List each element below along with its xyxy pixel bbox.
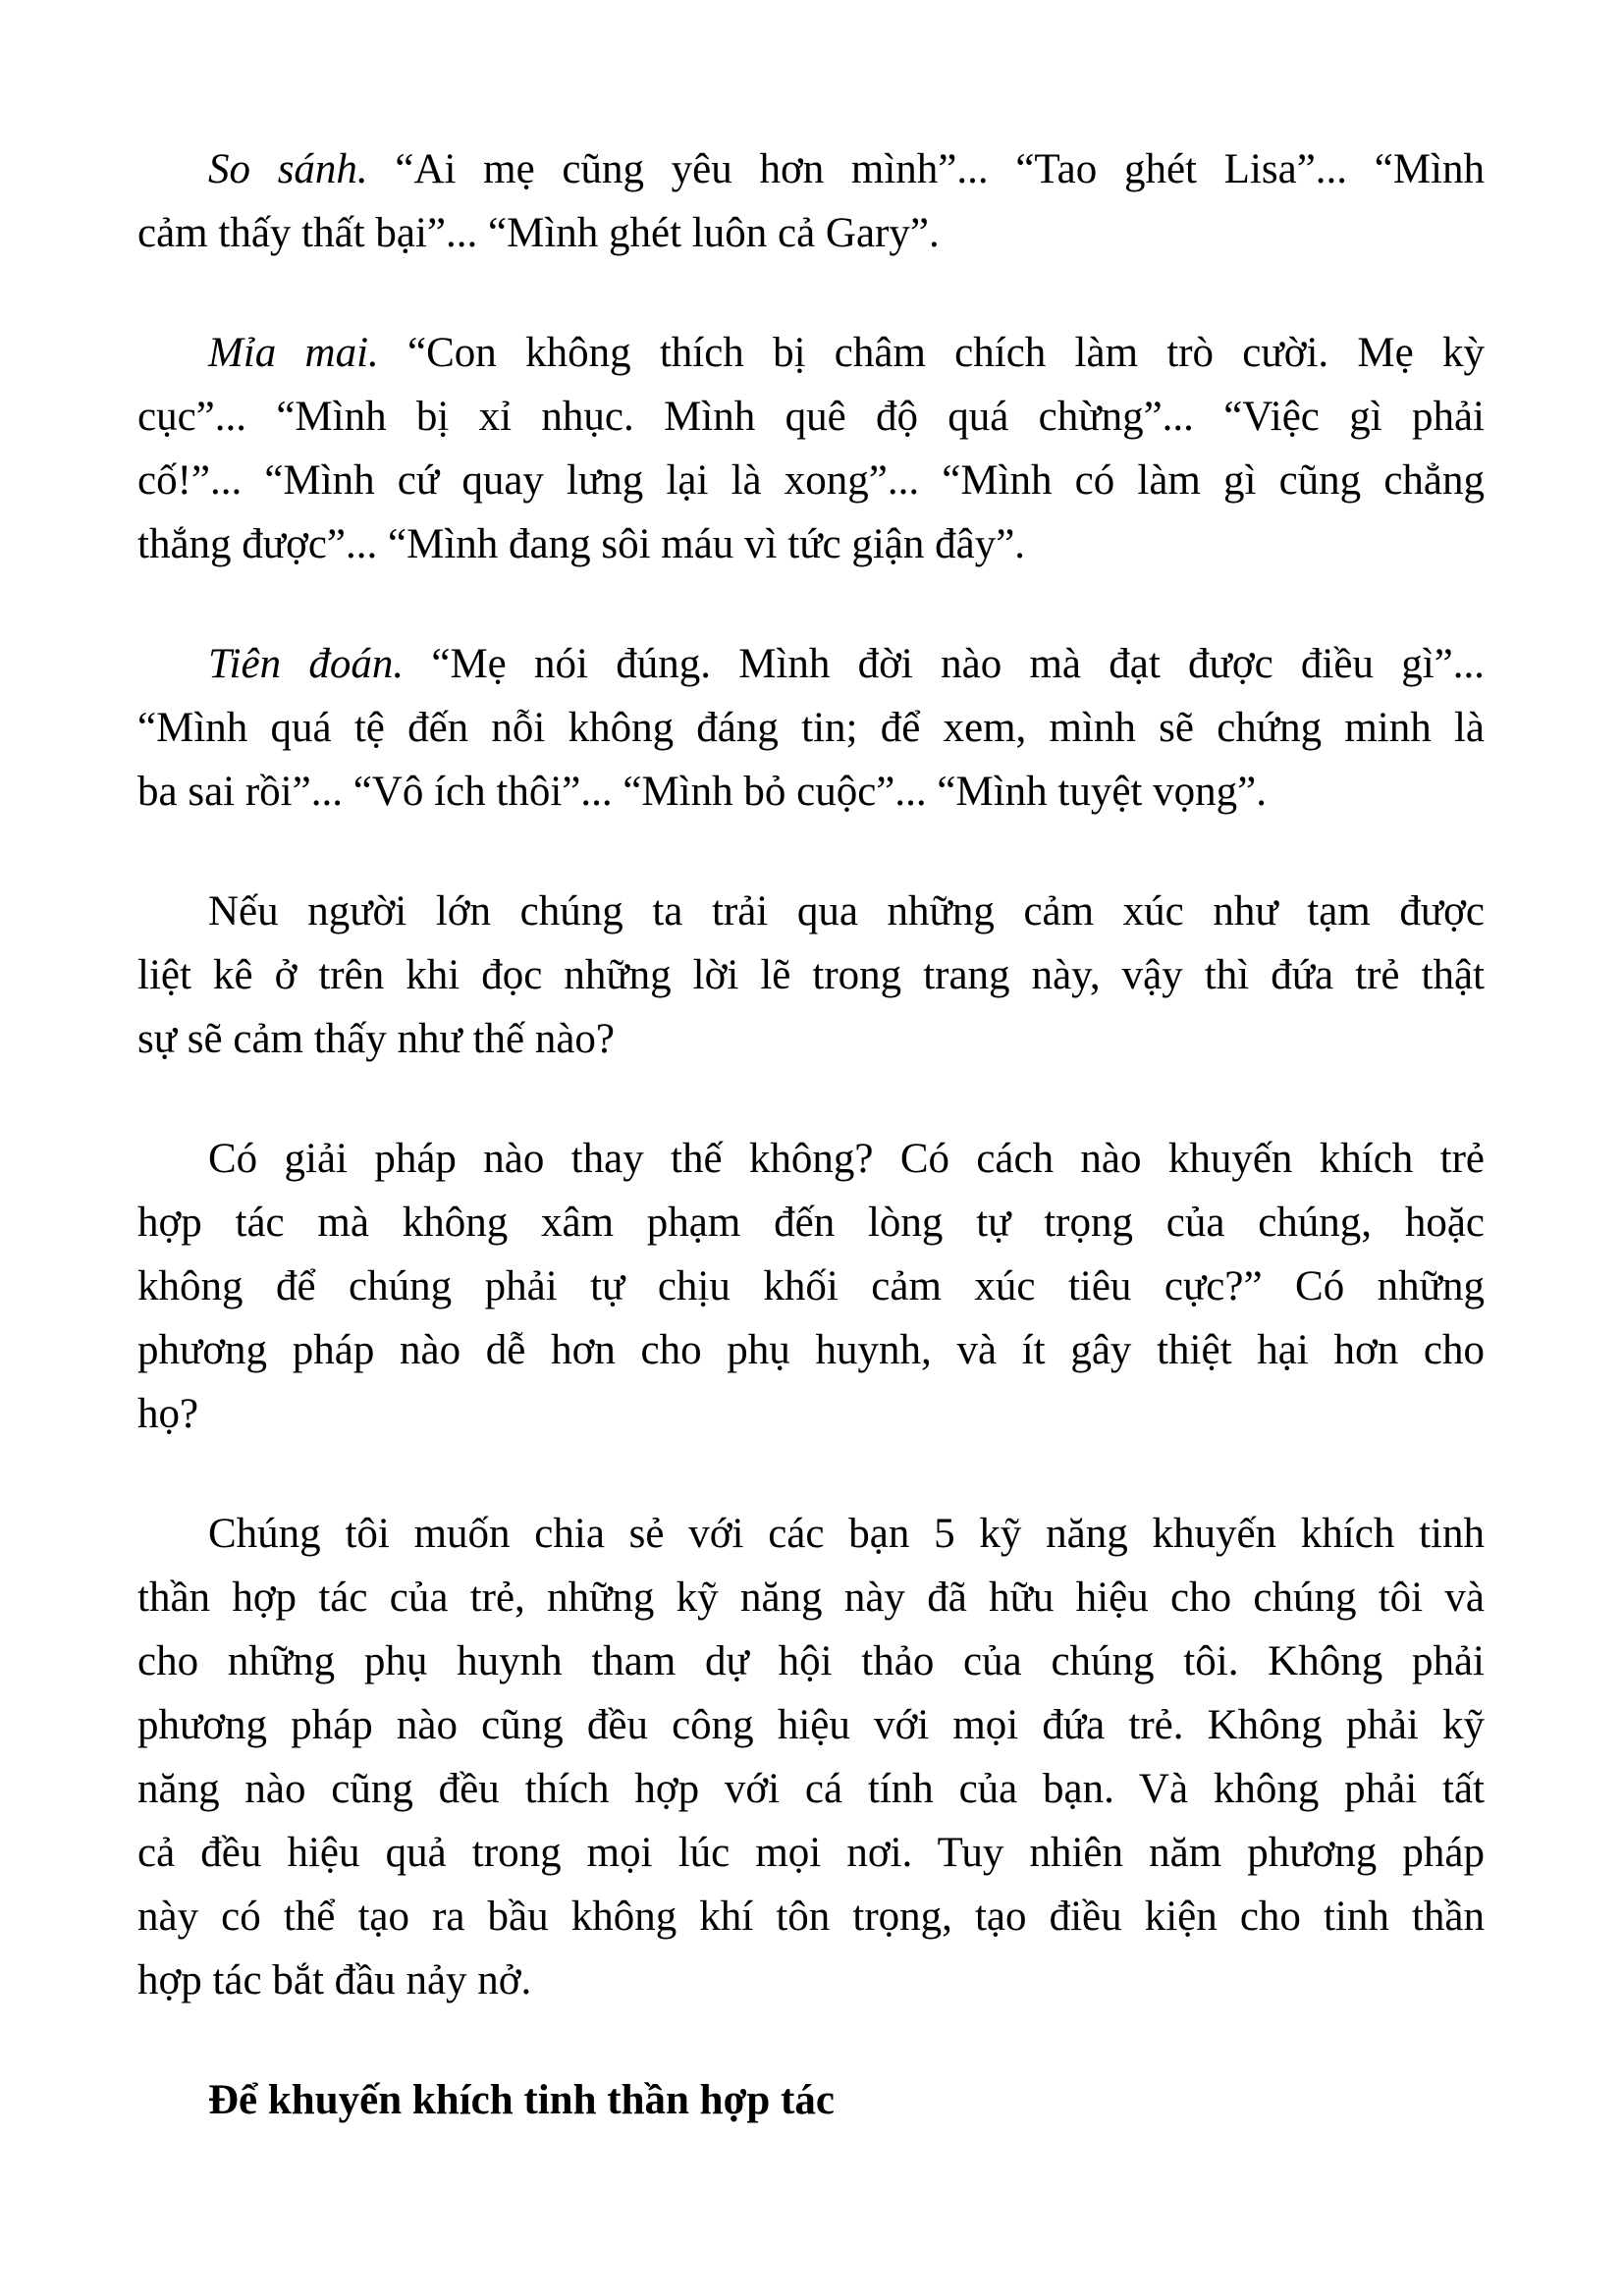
text-line: ba sai rồi”... “Vô ích thôi”... “Mình bỏ cuộc”... “Mình tuyệt vọng”.: [137, 769, 1267, 815]
text-line: cảm thấy thất bại”... “Mình ghét luôn cả Gary”.: [137, 210, 940, 256]
text-line: Chúng tôi muốn chia sẻ với các bạn 5 kỹ năng khuyến khích tinh: [208, 1511, 1485, 1557]
paragraph: [137, 137, 1485, 265]
text-line: cố!”... “Mình cứ quay lưng lại là xong”... “Mình có làm gì cũng chẳng: [137, 457, 1485, 504]
text-line: hợp tác mà không xâm phạm đến lòng tự trọng của chúng, hoặc: [137, 1200, 1485, 1246]
text-line: sự sẽ cảm thấy như thế nào?: [137, 1016, 616, 1062]
paragraph: [137, 1502, 1485, 2012]
paragraph-lead-italic: Mỉa mai.: [208, 330, 379, 376]
text-line: cho những phụ huynh tham dự hội thảo của chúng tôi. Không phải: [137, 1638, 1485, 1684]
paragraph-lead-italic: Tiên đoán.: [208, 641, 405, 687]
page-text: [137, 137, 1485, 2132]
text-line: Mỉa mai. “Con không thích bị châm chích làm trò cười. Mẹ kỳ: [208, 330, 1485, 376]
paragraph: [137, 632, 1485, 824]
text-line: thần hợp tác của trẻ, những kỹ năng này đã hữu hiệu cho chúng tôi và: [137, 1575, 1485, 1621]
text-line: thắng được”... “Mình đang sôi máu vì tức giận đây”.: [137, 521, 1026, 567]
text-line: liệt kê ở trên khi đọc những lời lẽ trong trang này, vậy thì đứa trẻ thật: [137, 952, 1485, 998]
text-line: năng nào cũng đều thích hợp với cá tính của bạn. Và không phải tất: [137, 1766, 1485, 1812]
text-line: họ?: [137, 1391, 199, 1437]
paragraph: [137, 321, 1485, 576]
text-line: “Mình quá tệ đến nỗi không đáng tin; để xem, mình sẽ chứng minh là: [137, 705, 1485, 751]
text-line: phương pháp nào cũng đều công hiệu với mọi đứa trẻ. Không phải kỹ: [137, 1702, 1485, 1748]
text-line: Nếu người lớn chúng ta trải qua những cảm xúc như tạm được: [208, 888, 1485, 934]
text-line: cả đều hiệu quả trong mọi lúc mọi nơi. Tuy nhiên năm phương pháp: [137, 1830, 1485, 1876]
text-line: này có thể tạo ra bầu không khí tôn trọng, tạo điều kiện cho tinh thần: [137, 1894, 1485, 1940]
paragraph: [137, 1127, 1485, 1446]
text-line: So sánh. “Ai mẹ cũng yêu hơn mình”... “Tao ghét Lisa”... “Mình: [208, 146, 1486, 192]
paragraph-lead-italic: So sánh.: [208, 146, 368, 192]
text-line: Tiên đoán. “Mẹ nói đúng. Mình đời nào mà đạt được điều gì”...: [208, 641, 1486, 687]
paragraph: [137, 880, 1485, 1071]
text-line: phương pháp nào dễ hơn cho phụ huynh, và ít gây thiệt hại hơn cho: [137, 1327, 1485, 1373]
text-line: cục”... “Mình bị xỉ nhục. Mình quê độ quá chừng”... “Việc gì phải: [137, 394, 1485, 440]
text-line: không để chúng phải tự chịu khối cảm xúc tiêu cực?” Có những: [137, 1263, 1485, 1309]
paragraphs-container: [137, 137, 1485, 2012]
text-line: Có giải pháp nào thay thế không? Có cách nào khuyến khích trẻ: [208, 1136, 1485, 1182]
section-heading: Để khuyến khích tinh thần hợp tác: [208, 2077, 835, 2123]
text-line: hợp tác bắt đầu nảy nở.: [137, 1957, 532, 2003]
